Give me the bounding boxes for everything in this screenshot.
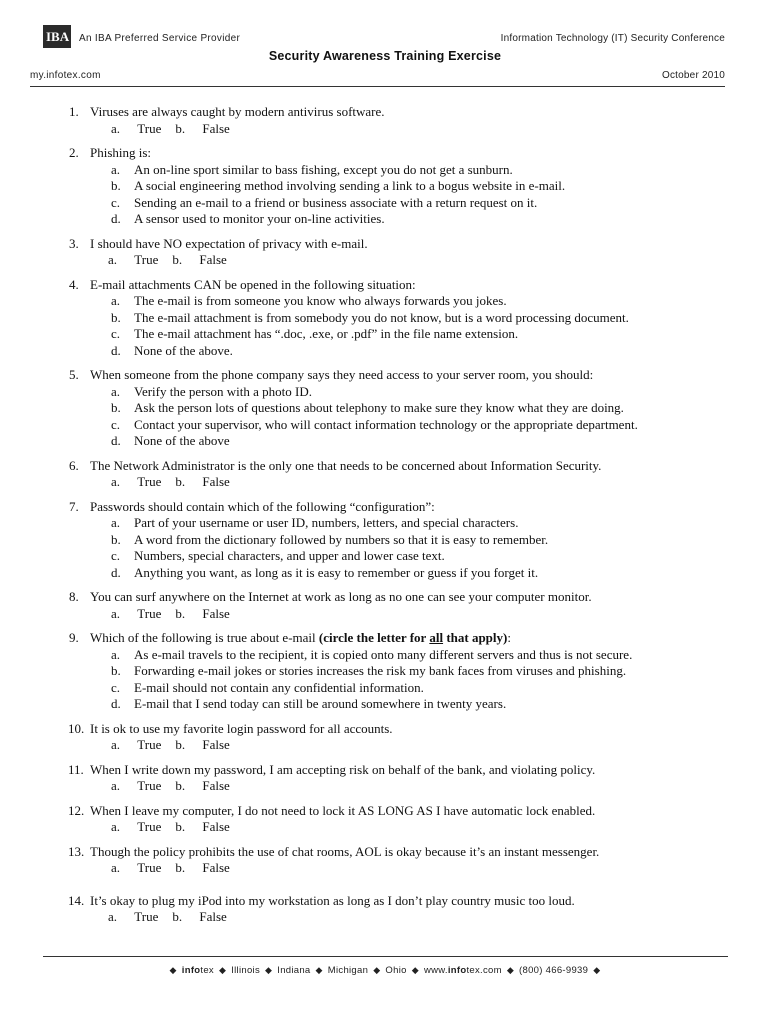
- option-letter[interactable]: d.: [111, 211, 121, 226]
- question-text: I should have NO expectation of privacy with e-mail.: [90, 235, 368, 251]
- diamond-icon: ◆: [411, 965, 419, 975]
- option-true[interactable]: True: [134, 252, 159, 267]
- question-14: [69, 893, 729, 926]
- question-number: 9.: [69, 630, 79, 645]
- option-list: [90, 384, 729, 450]
- option-text: Part of your username or user ID, numbers, letters, and special characters.: [134, 515, 519, 530]
- option-letter[interactable]: b.: [111, 531, 121, 547]
- true-false-options: [90, 121, 729, 138]
- option-false[interactable]: False: [202, 860, 230, 875]
- option-letter[interactable]: b.: [175, 120, 186, 136]
- question-text: Phishing is:: [90, 145, 152, 160]
- question-5: [69, 367, 729, 450]
- question-list: [69, 104, 729, 934]
- option-true[interactable]: True: [137, 778, 162, 793]
- option-b[interactable]: [90, 400, 729, 417]
- iba-logo: [43, 25, 71, 48]
- option-letter[interactable]: b.: [111, 400, 121, 415]
- option-d[interactable]: [90, 696, 729, 713]
- question-1: [69, 104, 729, 137]
- option-letter[interactable]: b.: [175, 605, 186, 621]
- option-d[interactable]: [90, 343, 729, 360]
- option-a[interactable]: [90, 162, 729, 179]
- footer-state-indiana: Indiana: [277, 965, 311, 976]
- option-letter[interactable]: b.: [172, 252, 183, 267]
- option-letter[interactable]: a.: [111, 515, 121, 530]
- diamond-icon: ◆: [593, 965, 601, 975]
- option-true[interactable]: True: [134, 909, 159, 924]
- question-text: The Network Administrator is the only one that needs to be concerned about Information Security.: [90, 457, 602, 473]
- question-9: [69, 630, 729, 713]
- option-false[interactable]: False: [202, 819, 230, 834]
- option-letter[interactable]: b.: [175, 474, 186, 489]
- question-number: 7.: [69, 498, 79, 514]
- question-8: [69, 589, 729, 622]
- question-7: [69, 499, 729, 582]
- option-letter[interactable]: c.: [111, 326, 121, 341]
- option-false[interactable]: False: [202, 605, 230, 621]
- option-a[interactable]: [90, 384, 729, 401]
- question-4: [69, 277, 729, 360]
- option-letter[interactable]: b.: [175, 778, 186, 793]
- diamond-icon: ◆: [506, 965, 515, 975]
- question-number: 6.: [69, 457, 79, 473]
- question-text: Which of the following is true about e-mail (circle the letter for all that apply):: [90, 630, 511, 645]
- true-false-options: [90, 606, 729, 623]
- option-letter[interactable]: d.: [111, 342, 121, 358]
- footer-contact-line: [0, 965, 770, 976]
- question-11: [69, 762, 729, 795]
- option-letter[interactable]: a.: [108, 252, 118, 267]
- option-letter[interactable]: c.: [111, 416, 121, 432]
- question-text: Passwords should contain which of the following “configuration”:: [90, 498, 435, 514]
- option-text: Contact your supervisor, who will contact information technology or the appropriate department.: [134, 416, 638, 432]
- document-date: October 2010: [662, 70, 725, 81]
- option-text: A social engineering method involving sending a link to a bogus website in e-mail.: [134, 178, 566, 193]
- question-text: It is ok to use my favorite login password for all accounts.: [90, 720, 393, 736]
- option-letter[interactable]: a.: [111, 383, 121, 399]
- option-letter[interactable]: a.: [111, 605, 121, 621]
- option-text: E-mail that I send today can still be around somewhere in twenty years.: [134, 696, 507, 711]
- option-letter[interactable]: a.: [111, 646, 121, 662]
- option-text: A sensor used to monitor your on-line activities.: [134, 211, 385, 226]
- question-text: When I leave my computer, I do not need to lock it AS LONG AS I have automatic lock enabled.: [90, 802, 596, 818]
- option-letter[interactable]: b.: [172, 909, 183, 924]
- option-b[interactable]: [90, 310, 729, 327]
- option-text: As e-mail travels to the recipient, it is copied onto many different servers and thus is not secure.: [134, 646, 633, 662]
- true-false-options: [90, 474, 729, 491]
- option-letter[interactable]: b.: [175, 737, 186, 752]
- option-a[interactable]: [90, 293, 729, 310]
- question-12: [69, 803, 729, 836]
- question-number: 14.: [68, 892, 85, 908]
- diamond-icon: ◆: [315, 965, 323, 975]
- question-10: [69, 721, 729, 754]
- question-number: 5.: [69, 367, 79, 382]
- site-url: my.infotex.com: [30, 70, 101, 81]
- true-false-options: [90, 252, 729, 269]
- document-title: Security Awareness Training Exercise: [268, 49, 502, 63]
- option-text: Ask the person lots of questions about telephony to make sure they know what they are doing.: [134, 400, 624, 415]
- option-text: None of the above.: [134, 342, 233, 358]
- question-2: [69, 145, 729, 228]
- emphasis-all: all: [429, 630, 444, 645]
- diamond-icon: ◆: [169, 965, 177, 975]
- option-false[interactable]: False: [202, 120, 230, 136]
- option-letter[interactable]: d.: [111, 564, 121, 580]
- option-b[interactable]: [90, 178, 729, 195]
- question-number: 4.: [69, 276, 79, 292]
- question-number: 11.: [68, 761, 84, 777]
- option-false[interactable]: False: [202, 737, 230, 752]
- footer-website-link[interactable]: www.infotex.com: [423, 965, 502, 976]
- option-c[interactable]: [90, 548, 729, 565]
- option-list: [90, 293, 729, 359]
- question-instruction: (circle the letter for all that apply): [318, 630, 508, 645]
- footer-divider: [43, 956, 728, 957]
- option-true[interactable]: True: [137, 819, 162, 834]
- footer-brand: infotex: [181, 965, 214, 976]
- option-c[interactable]: [90, 417, 729, 434]
- option-text: Anything you want, as long as it is easy to remember or guess if you forget it.: [134, 564, 539, 580]
- provider-label: An IBA Preferred Service Provider: [79, 33, 241, 44]
- option-text: E-mail should not contain any confidential information.: [134, 679, 424, 695]
- option-d[interactable]: [90, 433, 729, 450]
- footer-state-ohio: Ohio: [385, 965, 407, 976]
- option-text: Numbers, special characters, and upper and lower case text.: [134, 548, 445, 563]
- question-text: It’s okay to plug my iPod into my workstation as long as I don’t play country music too loud.: [90, 892, 575, 908]
- option-letter[interactable]: c.: [111, 194, 121, 210]
- question-number: 3.: [69, 235, 79, 251]
- option-b[interactable]: [90, 663, 729, 680]
- question-text: Though the policy prohibits the use of chat rooms, AOL is okay because it’s an instant messenger.: [90, 843, 600, 859]
- true-false-options: [90, 909, 729, 926]
- question-text: When I write down my password, I am accepting risk on behalf of the bank, and violating policy.: [90, 761, 596, 777]
- option-a[interactable]: [90, 647, 729, 664]
- option-true[interactable]: True: [137, 737, 162, 752]
- diamond-icon: ◆: [218, 965, 227, 975]
- option-true[interactable]: True: [137, 474, 162, 489]
- option-letter[interactable]: a.: [111, 819, 121, 834]
- option-list: [90, 647, 729, 713]
- option-text: Sending an e-mail to a friend or business associate with a return request on it.: [134, 194, 538, 210]
- question-6: [69, 458, 729, 491]
- option-c[interactable]: [90, 680, 729, 697]
- option-false[interactable]: False: [199, 909, 227, 924]
- option-text: The e-mail attachment has “.doc, .exe, or .pdf” in the file name extension.: [134, 326, 519, 341]
- option-letter[interactable]: c.: [111, 548, 121, 563]
- conference-label: Information Technology (IT) Security Conference: [500, 33, 725, 44]
- footer-phone: (800) 466-9939: [519, 965, 589, 976]
- option-letter[interactable]: a.: [111, 293, 121, 308]
- option-true[interactable]: True: [137, 860, 162, 875]
- question-3: [69, 236, 729, 269]
- option-letter[interactable]: a.: [111, 778, 121, 793]
- option-false[interactable]: False: [202, 778, 230, 793]
- option-letter[interactable]: b.: [111, 178, 121, 193]
- question-number: 2.: [69, 145, 79, 160]
- option-list: [90, 515, 729, 581]
- option-false[interactable]: False: [202, 474, 230, 489]
- question-13: [69, 844, 729, 877]
- question-text: You can surf anywhere on the Internet at work as long as no one can see your computer monitor.: [90, 589, 592, 604]
- diamond-icon: ◆: [265, 965, 273, 975]
- option-text: Verify the person with a photo ID.: [134, 383, 312, 399]
- option-letter[interactable]: b.: [111, 663, 121, 678]
- footer-state-michigan: Michigan: [327, 965, 369, 976]
- question-number: 13.: [68, 843, 85, 859]
- option-text: None of the above: [134, 433, 230, 448]
- option-letter[interactable]: b.: [175, 819, 186, 834]
- option-true[interactable]: True: [137, 120, 162, 136]
- option-c[interactable]: [90, 326, 729, 343]
- option-true[interactable]: True: [137, 605, 162, 621]
- true-false-options: [90, 737, 729, 754]
- option-text: A word from the dictionary followed by numbers so that it is easy to remember.: [134, 531, 549, 547]
- option-letter[interactable]: a.: [111, 161, 121, 177]
- option-d[interactable]: [90, 565, 729, 582]
- option-b[interactable]: [90, 532, 729, 549]
- option-text: The e-mail attachment is from somebody you do not know, but is a word processing document.: [134, 309, 629, 325]
- true-false-options: [90, 860, 729, 877]
- option-d[interactable]: [90, 211, 729, 228]
- option-text: An on-line sport similar to bass fishing, except you do not get a sunburn.: [134, 161, 513, 177]
- true-false-options: [90, 819, 729, 836]
- option-letter[interactable]: c.: [111, 679, 121, 695]
- option-letter[interactable]: d.: [111, 433, 121, 448]
- header-divider: [30, 86, 725, 87]
- option-letter[interactable]: b.: [111, 309, 121, 325]
- option-letter[interactable]: a.: [111, 860, 121, 875]
- option-text: The e-mail is from someone you know who always forwards you jokes.: [134, 293, 507, 308]
- option-text: Forwarding e-mail jokes or stories increases the risk my bank faces from viruses and phishing.: [134, 663, 627, 678]
- question-text: Viruses are always caught by modern antivirus software.: [90, 104, 385, 119]
- option-letter[interactable]: a.: [111, 737, 121, 752]
- option-letter[interactable]: a.: [108, 909, 118, 924]
- option-letter[interactable]: d.: [111, 696, 121, 711]
- question-number: 10.: [68, 720, 85, 736]
- diamond-icon: ◆: [373, 965, 381, 975]
- question-text: When someone from the phone company says they need access to your server room, you should:: [90, 367, 594, 382]
- option-letter[interactable]: a.: [111, 474, 121, 489]
- true-false-options: [90, 778, 729, 795]
- question-number: 12.: [68, 802, 85, 818]
- svg-text:IBA: IBA: [46, 29, 70, 44]
- option-list: [90, 162, 729, 228]
- option-a[interactable]: [90, 515, 729, 532]
- question-number: 8.: [69, 589, 79, 604]
- question-text: E-mail attachments CAN be opened in the following situation:: [90, 276, 416, 292]
- footer-state-illinois: Illinois: [231, 965, 261, 976]
- option-false[interactable]: False: [199, 252, 227, 267]
- question-number: 1.: [69, 104, 79, 119]
- option-letter[interactable]: b.: [175, 860, 186, 875]
- option-c[interactable]: [90, 195, 729, 212]
- option-letter[interactable]: a.: [111, 120, 121, 136]
